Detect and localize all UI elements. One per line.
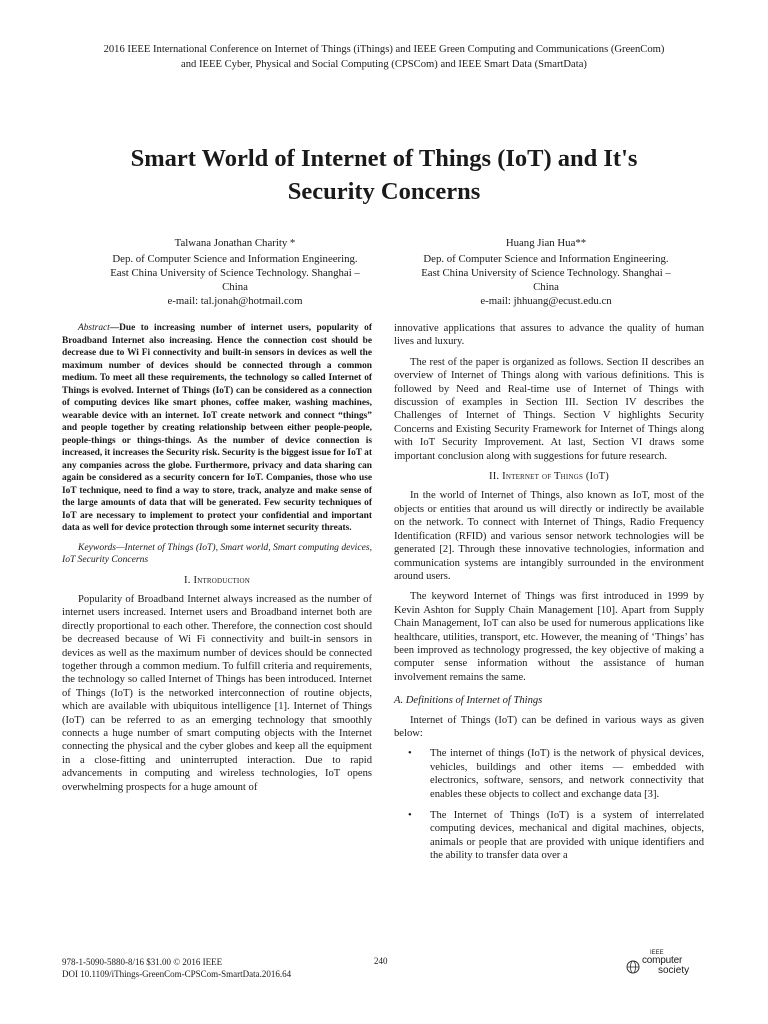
title-line-1: Smart World of Internet of Things (IoT) and It's	[130, 145, 638, 172]
author-country: China	[222, 281, 248, 293]
subsection-a-heading: A. Definitions of Internet of Things	[394, 695, 543, 707]
keywords	[62, 542, 372, 567]
section-2-heading: II. Internet of Things (IoT)	[488, 471, 610, 483]
author-email[interactable]: e-mail: jhhuang@ecust.edu.cn	[480, 295, 612, 307]
conference-line-1: 2016 IEEE International Conference on Internet of Things (iThings) and IEEE Green Computing and Communications (GreenCom)	[103, 44, 665, 55]
logo-ieee-text: IEEE	[650, 950, 664, 956]
logo-society-text: society	[658, 965, 690, 976]
footer-isbn: 978-1-5090-5880-8/16 $31.00 © 2016 IEEE	[62, 957, 223, 967]
keywords-label: Keywords	[78, 541, 117, 553]
author-univ: East China University of Science Technology. Shanghai –	[110, 267, 360, 279]
footer-doi: DOI 10.1109/iThings-GreenCom-CPSCom-SmartData.2016.64	[62, 969, 292, 979]
paragraph-definitions-intro: Internet of Things (IoT) can be defined in various ways as given below:	[394, 714, 704, 739]
author-dept: Dep. of Computer Science and Information Engineering.	[423, 253, 669, 265]
bullet-icon: •	[408, 748, 412, 760]
title-line-2: Security Concerns	[287, 178, 481, 205]
paragraph-iot-world: In the world of Internet of Things, also known as IoT, most of the objects or entities that around us will directly or indirectly be available on the network. To connect with Internet of Things, Radio Frequency Identification (RFID) and various sensor network technologies will be generated [2]. Through these innovative technologies, information and communication systems are intangibly surrounded in the environment around users.	[394, 490, 704, 582]
list-item	[408, 747, 704, 801]
conference-line-2: and IEEE Cyber, Physical and Social Computing (CPSCom) and IEEE Smart Data (SmartData)	[181, 59, 587, 70]
author-dept: Dep. of Computer Science and Information Engineering.	[112, 253, 358, 265]
author-univ: East China University of Science Technology. Shanghai –	[421, 267, 671, 279]
computer-society-logo	[626, 948, 696, 982]
author-name: Huang Jian Hua**	[505, 237, 587, 249]
section-1-heading: I. Introduction	[184, 574, 250, 586]
paragraph-iot-history: The keyword Internet of Things was first introduced in 1999 by Kevin Ashton for Supply Chain Management [10]. Apart from Supply Chain Management, IoT can also be used for numerous applications like healthcare, utilities, transport, etc. However, the meaning of ‘Things’ has been improved as technology progressed, the key objective of making a computer sense information without the assistance of human involvement remains the same.	[394, 591, 704, 683]
list-item-text: The internet of things (IoT) is the network of physical devices, vehicles, buildings and other items — embedded with electronics, software, sensors, and network connectivity that enables these objects to collect and exchange data [3].	[430, 748, 704, 800]
author-name: Talwana Jonathan Charity *	[174, 237, 296, 249]
section-1-paragraph: Popularity of Broadband Internet always increased as the number of internet users increased. Internet users and Broadband internet both are directly proportional to each other. Therefore, the connection cost should be decreased because of Wi Fi connectivity and built-in sensors in devices as well as the maximum number of devices should be connected together through a common medium. To fulfill criteria and requirements, the technology so called Internet of Things has been introduced. Internet of Things (IoT) is the networked interconnection of routine objects, which are available with ubiquitous intelligence [1]. Internet of Things (IoT) can be referred to as an emerging technology that smoothly connects a huge number of smart computing objects with the Internet connecting the physical and the cyber globes and keep all the equipment in a close-fitting and uninterrupted interaction. Due to rapid advancements in computing and wireless technologies, IoT opens overwhelming prospects for a huge amount of	[62, 593, 372, 793]
abstract-label: Abstract	[78, 323, 110, 333]
page-number: 240	[374, 956, 388, 966]
conference-header	[0, 42, 768, 72]
keywords-text: —Internet of Things (IoT), Smart world, Smart computing devices, IoT Security Concerns	[62, 541, 372, 565]
list-item-text: The Internet of Things (IoT) is a system of interrelated computing devices, mechanical and digital machines, objects, animals or people that are provided with unique identifiers and the ability to transfer data over a	[430, 810, 704, 862]
logo-computer-text: computer	[642, 955, 683, 966]
abstract	[62, 322, 372, 535]
footer-left	[62, 956, 291, 980]
paper-title	[40, 142, 728, 208]
globe-icon	[626, 960, 640, 974]
definitions-list	[394, 747, 704, 862]
author-block-1	[85, 236, 385, 308]
abstract-text: —Due to increasing number of internet users, popularity of Broadband Internet also increasing. Hence the connection cost should be decrease due to Wi Fi connectivity and built-in sensors in devices as well the maximum number of devices should be connected through a common medium. To meet all these requirements, the technology so called Internet of Things is evolved. Internet of Things (IoT) can be considered as a connection of computing devices like smart phones, coffee maker, washing machines, wearable device with an internet. IoT create network and connect “things” and people together by creating relationship between either people-people, people-things or things-things. As the number of device connection is increased, it increases the Security risk. Security is the biggest issue for IoT at any companies across the globe. Furthermore, privacy and data sharing can again be considered as a security concern for IoT. Companies, those who use IoT technique, need to find a way to store, track, analyze and make sense of the large amounts of data that will be generated. Few security techniques of IoT are necessary to implement to protect your confidential and important data as well for device protection through some internet security threats.	[62, 323, 372, 533]
author-block-2	[396, 236, 696, 308]
list-item	[408, 809, 704, 863]
bullet-icon: •	[408, 810, 412, 821]
author-email[interactable]: e-mail: tal.jonah@hotmail.com	[167, 295, 303, 307]
paragraph-continued: innovative applications that assures to advance the quality of human lives and luxury.	[394, 323, 704, 348]
right-column	[394, 322, 704, 871]
left-column	[62, 322, 372, 801]
author-country: China	[533, 281, 559, 293]
paragraph-organization: The rest of the paper is organized as follows. Section II describes an overview of Internet of Things along with various definitions. This is followed by Need and Real-time use of Internet of Things with discussion of examples in Section III. Section IV describes the Challenges of Internet of Things. Section V highlights Security Concerns and Existing Security Framework for Internet of Things along with IoT Security Improvement. At last, Section VI draws some important conclusion along with suggestions for future research.	[394, 356, 704, 462]
